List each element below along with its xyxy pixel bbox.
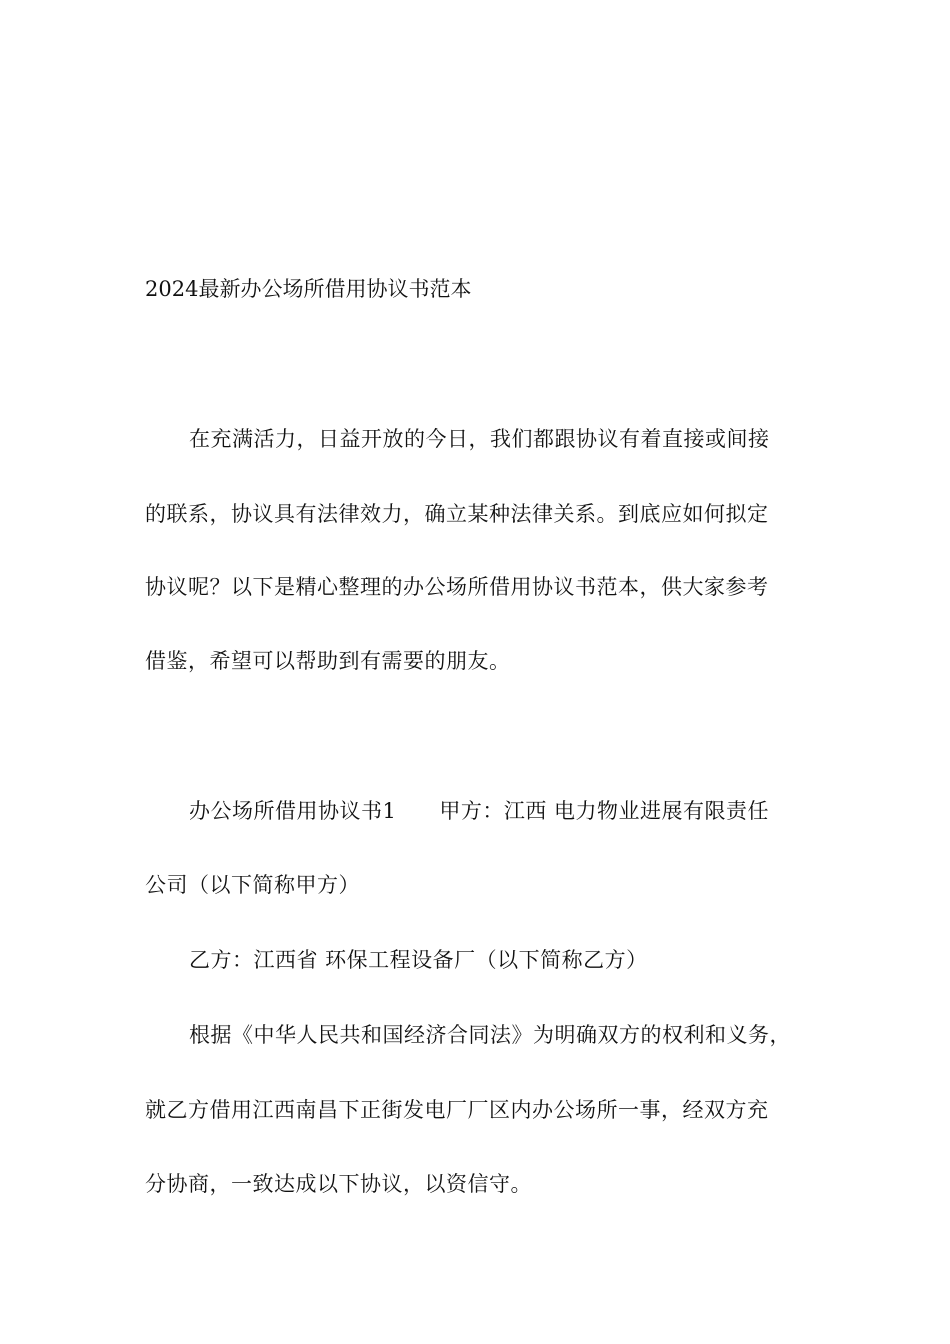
basis-line-3: 分协商，一致达成以下协议，以资信守。 [145,1172,532,1196]
section1-line-2: 公司（以下简称甲方） [145,873,360,897]
intro-line-4: 借鉴，希望可以帮助到有需要的朋友。 [145,649,511,673]
intro-line-2: 的联系，协议具有法律效力，确立某种法律关系。到底应如何拟定 [145,502,769,526]
intro-line-1: 在充满活力，日益开放的今日，我们都跟协议有着直接或间接 [189,427,770,451]
intro-line-3: 协议呢？以下是精心整理的办公场所借用协议书范本，供大家参考 [145,575,769,599]
document-title: 2024最新办公场所借用协议书范本 [145,277,472,301]
basis-line-2: 就乙方借用江西南昌下正街发电厂厂区内办公场所一事，经双方充 [145,1098,769,1122]
party-b-line: 乙方：江西省 环保工程设备厂（以下简称乙方） [189,948,648,972]
basis-line-1: 根据《中华人民共和国经济合同法》为明确双方的权利和义务， [189,1023,791,1047]
section1-line-1: 办公场所借用协议书1 甲方：江西 电力物业进展有限责任 [189,799,770,823]
